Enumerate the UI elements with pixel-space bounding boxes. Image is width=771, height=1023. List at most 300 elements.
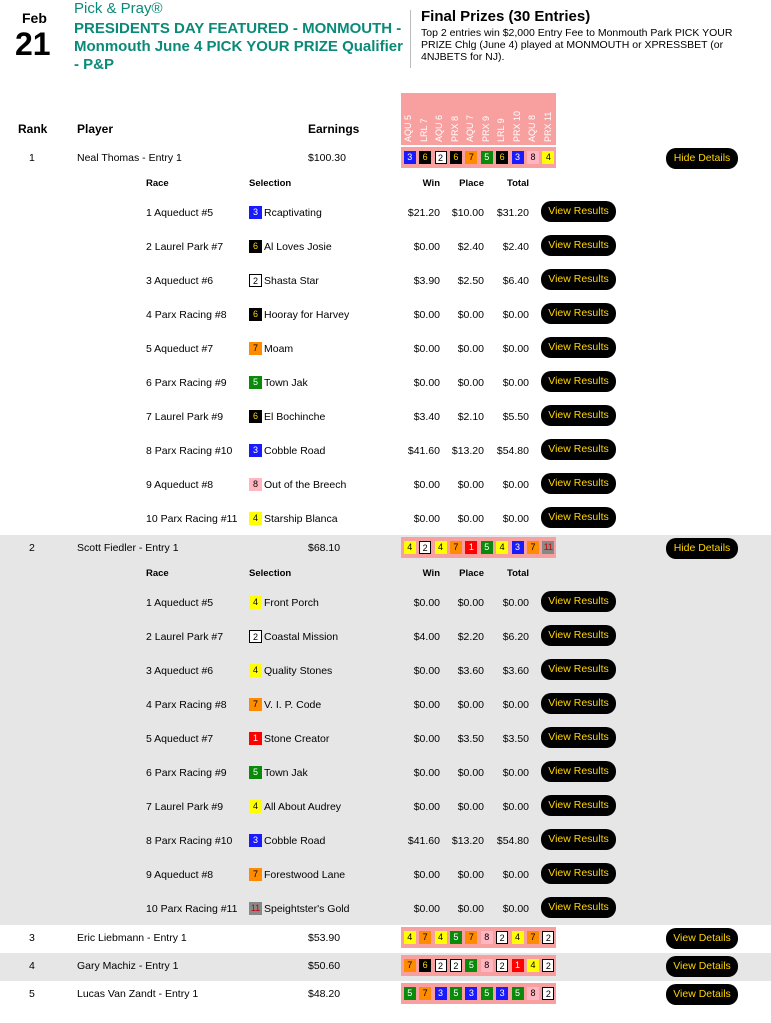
saddle-cloth-badge: 8 [481,959,493,972]
detail-total: $0.00 [502,377,529,389]
player-name: Neal Thomas - Entry 1 [77,152,182,164]
detail-row [0,467,771,501]
player-name: Gary Machiz - Entry 1 [77,960,179,972]
saddle-cloth-badge: 6 [496,151,508,164]
pick-cell [402,986,417,1001]
detail-total: $54.80 [496,445,529,457]
pick-cell [448,986,463,1001]
detail-race: 4 Parx Racing #8 [146,309,227,321]
pick-cell [402,958,417,973]
saddle-cloth-badge: 3 [249,444,262,457]
detail-row [0,195,771,229]
detail-race: 6 Parx Racing #9 [146,377,227,389]
detail-place: $0.00 [457,309,484,321]
saddle-cloth-badge: 2 [496,931,508,944]
saddle-cloth-badge: 2 [450,959,462,972]
detail-place: $0.00 [457,699,484,711]
race-columns-header [401,93,556,145]
detail-selection [249,766,308,779]
detail-total: $54.80 [496,835,529,847]
detail-race: 3 Aqueduct #6 [146,665,214,677]
pick-cell [464,930,479,945]
saddle-cloth-badge: 4 [249,800,262,813]
horse-name: Cobble Road [264,834,326,847]
detail-win: $0.00 [413,479,440,491]
saddle-cloth-badge: 2 [435,151,447,164]
player-name: Lucas Van Zandt - Entry 1 [77,988,199,1000]
detail-place: $10.00 [451,207,484,219]
detail-selection [249,664,332,677]
detail-total: $0.00 [502,309,529,321]
saddle-cloth-badge: 7 [419,987,431,1000]
saddle-cloth-badge: 8 [527,987,539,1000]
horse-name: Quality Stones [264,664,333,677]
saddle-cloth-badge: 4 [542,151,554,164]
view-results-button[interactable]: View Results [541,303,616,324]
race-column-header [401,93,417,145]
prizes-block [421,8,761,63]
saddle-cloth-badge: 4 [435,541,447,554]
saddle-cloth-badge: 3 [512,541,524,554]
detail-total: $5.50 [502,411,529,423]
saddle-cloth-badge: 6 [450,151,462,164]
detail-row [0,857,771,891]
detail-win: $0.00 [413,903,440,915]
detail-race: 8 Parx Racing #10 [146,445,233,457]
saddle-cloth-badge: 7 [450,541,462,554]
player-rank: 4 [29,960,35,972]
pick-cell [494,986,509,1001]
race-column-header [525,93,541,145]
rank-column-header: Rank [18,122,48,136]
horse-name: Front Porch [264,596,319,609]
view-results-button[interactable]: View Results [541,625,616,646]
detail-place: $2.40 [457,241,484,253]
player-picks [401,955,556,976]
view-results-button[interactable]: View Results [541,405,616,426]
contest-title-block [74,0,404,74]
pick-cell [433,958,448,973]
detail-selection [249,274,319,287]
detail-selection [249,478,346,491]
pick-cell [494,930,509,945]
prizes-title: Final Prizes (30 Entries) [421,8,591,25]
saddle-cloth-badge: 4 [404,541,416,554]
detail-place: $0.00 [457,597,484,609]
detail-selection [249,240,332,253]
player-row [0,925,771,953]
saddle-cloth-badge: 7 [249,342,262,355]
race-column-label: AQU 8 [527,114,537,142]
detail-row [0,823,771,857]
horse-name: Cobble Road [264,444,326,457]
detail-total: $0.00 [502,767,529,779]
detail-row [0,433,771,467]
saddle-cloth-badge: 8 [481,931,493,944]
detail-row [0,619,771,653]
detail-selection [249,732,329,745]
detail-total: $31.20 [496,207,529,219]
saddle-cloth-badge: 5 [512,987,524,1000]
view-results-button[interactable]: View Results [541,693,616,714]
pick-cell [541,958,556,973]
hide-details-button[interactable]: Hide Details [666,538,738,559]
selection-header: Selection [249,568,292,579]
saddle-cloth-badge: 6 [249,410,262,423]
detail-place: $0.00 [457,513,484,525]
saddle-cloth-badge: 7 [249,698,262,711]
saddle-cloth-badge: 4 [496,541,508,554]
view-results-button[interactable]: View Results [541,863,616,884]
saddle-cloth-badge: 7 [527,931,539,944]
detail-place: $0.00 [457,767,484,779]
saddle-cloth-badge: 3 [404,151,416,164]
horse-name: Shasta Star [264,274,319,287]
detail-race: 9 Aqueduct #8 [146,479,214,491]
pick-cell [510,540,525,555]
saddle-cloth-badge: 4 [404,931,416,944]
detail-place: $2.50 [457,275,484,287]
detail-selection [249,410,325,423]
race-header: Race [146,178,169,189]
saddle-cloth-badge: 4 [249,512,262,525]
horse-name: Moam [264,342,294,355]
pick-cell [479,150,494,165]
player-earnings: $68.10 [308,542,341,554]
saddle-cloth-badge: 6 [419,959,431,972]
detail-place: $0.00 [457,377,484,389]
detail-place: $13.20 [451,445,484,457]
player-row [0,535,771,563]
view-results-button[interactable]: View Results [541,269,616,290]
pick-cell [541,930,556,945]
race-column-label: LRL 9 [496,118,506,142]
detail-row [0,229,771,263]
detail-place: $0.00 [457,869,484,881]
detail-row [0,365,771,399]
detail-race: 7 Laurel Park #9 [146,411,224,423]
total-header: Total [507,568,529,579]
saddle-cloth-badge: 2 [542,987,554,1000]
detail-race: 1 Aqueduct #5 [146,207,214,219]
saddle-cloth-badge: 4 [249,664,262,677]
race-column-label: PRX 8 [449,115,460,142]
pick-cell [402,150,417,165]
saddle-cloth-badge: 7 [249,868,262,881]
detail-win: $0.00 [413,801,440,813]
view-results-button[interactable]: View Results [541,507,616,528]
pick-cell [433,930,448,945]
race-header: Race [146,568,169,579]
detail-row [0,687,771,721]
saddle-cloth-badge: 5 [465,959,477,972]
detail-total: $2.40 [502,241,529,253]
race-column-header [479,93,495,145]
detail-win: $0.00 [413,665,440,677]
pick-cell [402,930,417,945]
saddle-cloth-badge: 3 [435,987,447,1000]
pick-cell [494,150,509,165]
detail-total: $0.00 [502,903,529,915]
saddle-cloth-badge: 2 [542,931,554,944]
detail-selection [249,596,319,609]
view-results-button[interactable]: View Results [541,235,616,256]
detail-row [0,297,771,331]
place-header: Place [459,178,484,189]
detail-win: $0.00 [413,377,440,389]
detail-selection [249,444,325,457]
pick-cell [525,958,540,973]
brand-name: Pick & Pray® [74,0,163,17]
detail-place: $13.20 [451,835,484,847]
detail-race: 10 Parx Racing #11 [146,903,238,915]
detail-race: 2 Laurel Park #7 [146,241,224,253]
horse-name: Al Loves Josie [264,240,332,253]
detail-selection [249,630,338,643]
detail-total: $0.00 [502,513,529,525]
details-header-row [0,563,771,585]
detail-total: $0.00 [502,801,529,813]
pick-cell [417,986,432,1001]
player-picks [401,537,556,558]
detail-race: 2 Laurel Park #7 [146,631,224,643]
player-row [0,145,771,173]
race-column-header [432,93,448,145]
detail-selection [249,868,345,881]
detail-selection [249,834,325,847]
player-picks [401,927,556,948]
detail-total: $3.50 [502,733,529,745]
horse-name: Stone Creator [264,732,330,745]
detail-row [0,501,771,535]
pick-cell [479,930,494,945]
detail-race: 6 Parx Racing #9 [146,767,227,779]
horse-name: Forestwood Lane [264,868,346,881]
detail-win: $0.00 [413,699,440,711]
saddle-cloth-badge: 6 [419,151,431,164]
detail-race: 8 Parx Racing #10 [146,835,233,847]
view-results-button[interactable]: View Results [541,371,616,392]
horse-name: Starship Blanca [264,512,338,525]
saddle-cloth-badge: 5 [481,541,493,554]
saddle-cloth-badge: 4 [527,959,539,972]
view-results-button[interactable]: View Results [541,473,616,494]
saddle-cloth-badge: 5 [481,151,493,164]
view-results-button[interactable]: View Results [541,659,616,680]
player-rank: 5 [29,988,35,1000]
details-header-row [0,173,771,195]
detail-race: 7 Laurel Park #9 [146,801,224,813]
detail-win: $0.00 [413,513,440,525]
date-day: 21 [15,26,51,62]
detail-race: 4 Parx Racing #8 [146,699,227,711]
view-results-button[interactable]: View Results [541,761,616,782]
view-details-button[interactable]: View Details [666,956,738,977]
pick-cell [510,986,525,1001]
pick-cell [494,958,509,973]
pick-cell [417,958,432,973]
pick-cell [417,150,432,165]
race-column-label: LRL 7 [418,118,429,142]
saddle-cloth-badge: 1 [465,541,477,554]
view-details-button[interactable]: View Details [666,928,738,949]
saddle-cloth-badge: 3 [249,834,262,847]
detail-win: $0.00 [413,309,440,321]
player-row [0,953,771,981]
detail-total: $0.00 [502,699,529,711]
detail-total: $0.00 [502,869,529,881]
horse-name: All About Audrey [264,800,342,813]
detail-row [0,331,771,365]
detail-total: $0.00 [502,343,529,355]
view-results-button[interactable]: View Results [541,439,616,460]
saddle-cloth-badge: 5 [249,376,262,389]
pick-cell [464,540,479,555]
pick-cell [448,150,463,165]
prizes-description: Top 2 entries win $2,000 Entry Fee to Monmouth Park PICK YOUR PRIZE Chlg (June 4) played at MONMOUTH or XPRESSBET (or 4NJBETS for NJ). [421,27,733,63]
saddle-cloth-badge: 2 [249,274,262,287]
race-column-label: PRX 10 [511,110,522,142]
detail-place: $2.20 [457,631,484,643]
saddle-cloth-badge: 7 [419,931,431,944]
player-rank: 3 [29,932,35,944]
player-row [0,981,771,1009]
detail-place: $2.10 [457,411,484,423]
saddle-cloth-badge: 4 [435,931,447,944]
race-column-label: AQU 6 [434,114,444,142]
saddle-cloth-badge: 11 [250,903,261,913]
race-column-header [463,93,479,145]
pick-cell [402,540,417,555]
saddle-cloth-badge: 1 [512,959,524,972]
saddle-cloth-badge: 2 [496,959,508,972]
view-results-button[interactable]: View Results [541,591,616,612]
contest-title: PRESIDENTS DAY FEATURED - MONMOUTH - Monmouth June 4 PICK YOUR PRIZE Qualifier - P&P [74,20,403,73]
detail-row [0,721,771,755]
date-month: Feb [22,10,47,26]
race-column-label: AQU 7 [465,114,475,142]
detail-win: $41.60 [407,445,440,457]
horse-name: Town Jak [264,376,308,389]
player-earnings: $100.30 [308,152,346,164]
player-rank: 2 [29,542,35,554]
saddle-cloth-badge: 3 [512,151,524,164]
saddle-cloth-badge: 2 [249,630,262,643]
pick-cell [433,540,448,555]
detail-win: $0.00 [413,733,440,745]
pick-cell [479,958,494,973]
player-earnings: $48.20 [308,988,341,1000]
detail-win: $4.00 [413,631,440,643]
race-column-header [541,93,557,145]
detail-selection [249,512,338,525]
total-header: Total [507,178,529,189]
saddle-cloth-badge: 7 [404,959,416,972]
player-rank: 1 [29,152,35,164]
place-header: Place [459,568,484,579]
race-column-label: PRX 11 [542,111,553,142]
detail-place: $0.00 [457,801,484,813]
pick-cell [525,986,540,1001]
view-results-button[interactable]: View Results [541,795,616,816]
detail-win: $0.00 [413,241,440,253]
detail-row [0,789,771,823]
detail-total: $6.40 [502,275,529,287]
saddle-cloth-badge: 5 [249,766,262,779]
horse-name: Out of the Breech [264,478,347,491]
detail-selection [249,800,341,813]
saddle-cloth-badge: 1 [249,732,262,745]
saddle-cloth-badge: 3 [465,987,477,1000]
player-earnings: $50.60 [308,960,341,972]
detail-win: $0.00 [413,869,440,881]
view-details-button[interactable]: View Details [666,984,738,1005]
saddle-cloth-badge: 4 [512,931,524,944]
detail-race: 1 Aqueduct #5 [146,597,214,609]
view-results-button[interactable]: View Results [541,727,616,748]
player-picks [401,147,556,168]
saddle-cloth-badge: 6 [249,240,262,253]
saddle-cloth-badge: 11 [543,542,554,552]
detail-total: $6.20 [502,631,529,643]
horse-name: Rcaptivating [264,206,322,219]
view-results-button[interactable]: View Results [541,201,616,222]
detail-win: $3.90 [413,275,440,287]
detail-total: $3.60 [502,665,529,677]
horse-name: El Bochinche [264,410,326,423]
pick-cell [464,986,479,1001]
view-results-button[interactable]: View Results [541,897,616,918]
pick-cell [525,150,540,165]
detail-place: $3.50 [457,733,484,745]
pick-cell [464,150,479,165]
detail-total: $0.00 [502,597,529,609]
detail-race: 9 Aqueduct #8 [146,869,214,881]
detail-race: 3 Aqueduct #6 [146,275,214,287]
saddle-cloth-badge: 3 [249,206,262,219]
race-column-header [448,93,464,145]
horse-name: Speightster's Gold [264,902,350,915]
saddle-cloth-badge: 5 [481,987,493,1000]
saddle-cloth-badge: 5 [404,987,416,1000]
view-results-button[interactable]: View Results [541,829,616,850]
detail-win: $0.00 [413,343,440,355]
detail-place: $0.00 [457,903,484,915]
pick-cell [510,150,525,165]
detail-selection [249,902,349,915]
saddle-cloth-badge: 6 [249,308,262,321]
page-header [0,0,771,80]
detail-row [0,653,771,687]
horse-name: Town Jak [264,766,308,779]
pick-cell [494,540,509,555]
pick-cell [448,540,463,555]
detail-selection [249,698,321,711]
detail-place: $3.60 [457,665,484,677]
horse-name: Hooray for Harvey [264,308,350,321]
player-column-header: Player [77,122,114,136]
race-column-label: PRX 9 [480,115,491,142]
detail-selection [249,342,293,355]
race-column-label: AQU 5 [403,114,413,142]
saddle-cloth-badge: 2 [419,541,431,554]
pick-cell [479,540,494,555]
detail-place: $0.00 [457,479,484,491]
hide-details-button[interactable]: Hide Details [666,148,738,169]
pick-cell [541,540,556,555]
player-name: Scott Fiedler - Entry 1 [77,542,179,554]
view-results-button[interactable]: View Results [541,337,616,358]
